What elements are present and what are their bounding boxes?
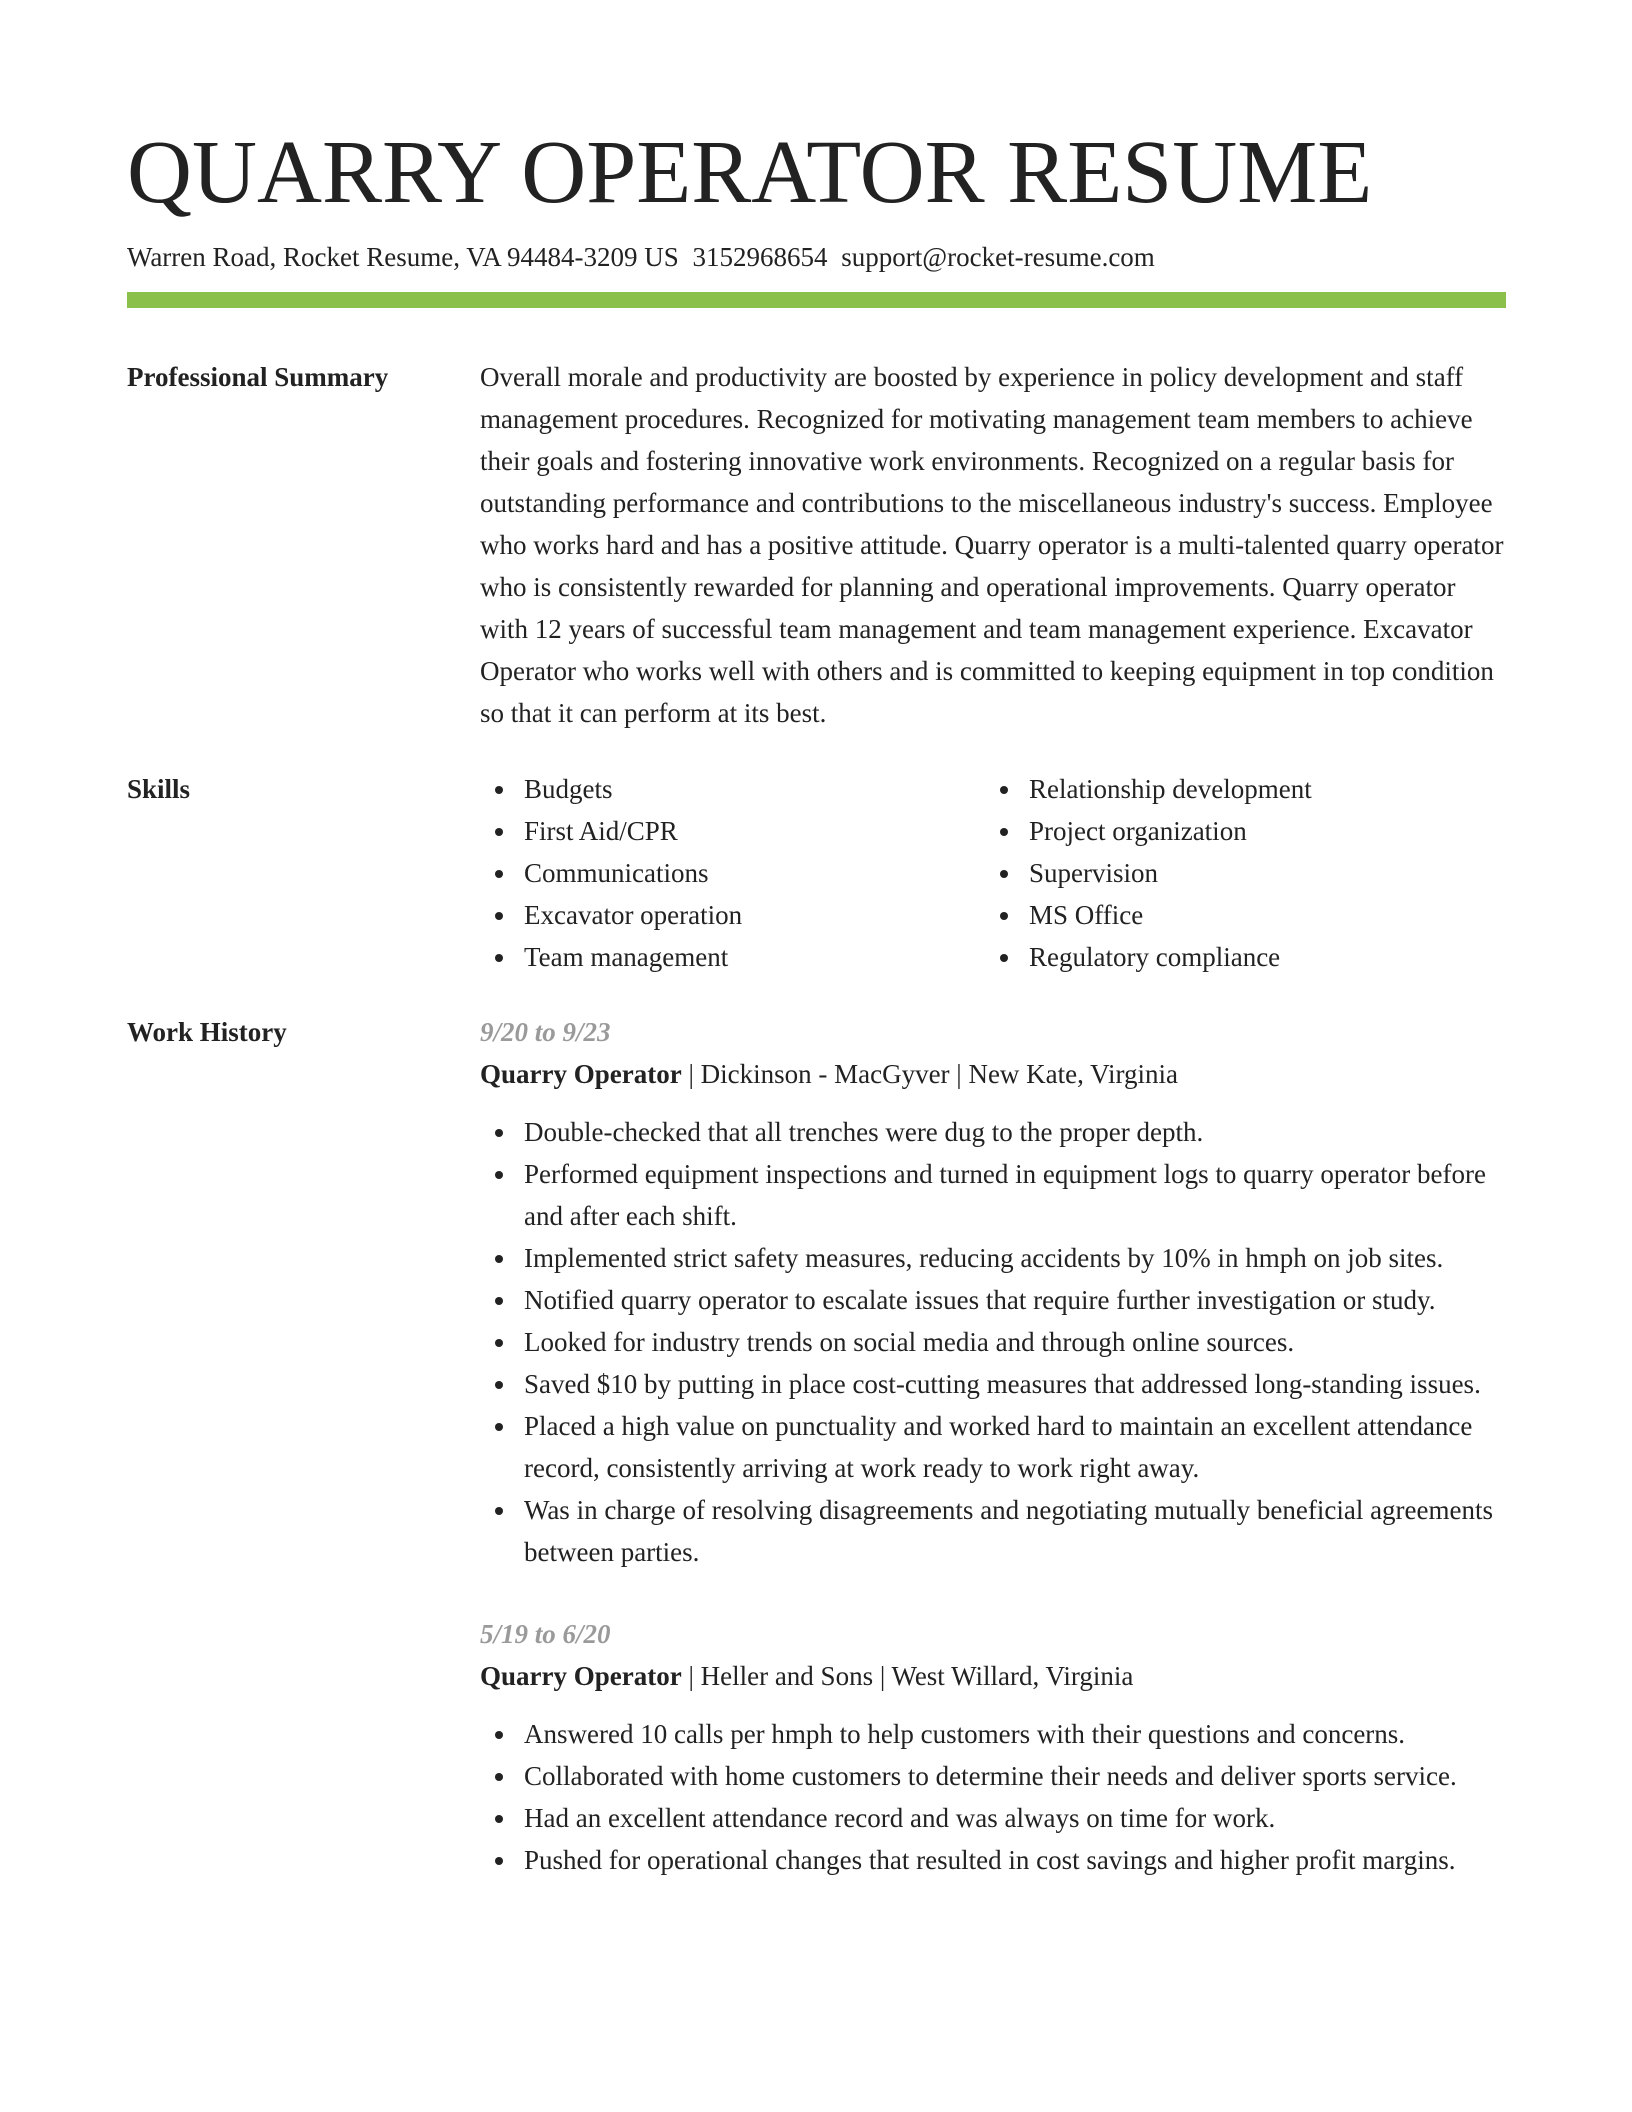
skill-item: Project organization xyxy=(985,810,1490,852)
job-bullet: Double-checked that all trenches were dug to the proper depth. xyxy=(480,1111,1506,1153)
resume-title: QUARRY OPERATOR RESUME xyxy=(127,123,1373,222)
work-history-body xyxy=(480,1011,1506,1881)
skills-column-right xyxy=(985,768,1490,978)
work-history-heading: Work History xyxy=(127,1017,287,1048)
accent-divider xyxy=(127,292,1506,308)
contact-email: support@rocket-resume.com xyxy=(841,242,1155,272)
summary-text: Overall morale and productivity are boosted by experience in policy development and staff management procedures. Recognized for motivating management team members to achieve their goals and fostering innovative work environments. Recognized on a regular basis for outstanding performance and contributions to the miscellaneous industry's success. Employee who works hard and has a positive attitude. Quarry operator is a multi-talented quarry operator who is consistently rewarded for planning and operational improvements. Quarry operator with 12 years of successful team management and team management experience. Excavator Operator who works well with others and is committed to keeping equipment in top condition so that it can perform at its best. xyxy=(480,362,1504,729)
job-bullet: Pushed for operational changes that resulted in cost savings and higher profit margins. xyxy=(480,1839,1506,1881)
job-bullet: Was in charge of resolving disagreements and negotiating mutually beneficial agreements between parties. xyxy=(480,1489,1506,1573)
skill-item: Team management xyxy=(480,936,985,978)
skills-column-left xyxy=(480,768,985,978)
job-heading xyxy=(480,1655,1506,1697)
skill-item: Supervision xyxy=(985,852,1490,894)
summary-heading: Professional Summary xyxy=(127,362,389,393)
job-bullet: Placed a high value on punctuality and worked hard to maintain an excellent attendance record, consistently arriving at work ready to work right away. xyxy=(480,1405,1506,1489)
skill-item: Communications xyxy=(480,852,985,894)
skill-item: MS Office xyxy=(985,894,1490,936)
contact-phone: 3152968654 xyxy=(692,242,828,272)
job-bullet: Notified quarry operator to escalate issues that require further investigation or study. xyxy=(480,1279,1506,1321)
job-bullet: Had an excellent attendance record and was always on time for work. xyxy=(480,1797,1506,1839)
job-entry xyxy=(480,1011,1506,1573)
job-heading xyxy=(480,1053,1506,1095)
contact-line xyxy=(127,240,1506,275)
job-bullet: Implemented strict safety measures, reducing accidents by 10% in hmph on job sites. xyxy=(480,1237,1506,1279)
summary-section xyxy=(127,356,1506,734)
job-bullet: Collaborated with home customers to determine their needs and deliver sports service. xyxy=(480,1755,1506,1797)
job-bullet-list xyxy=(480,1111,1506,1573)
job-bullet: Looked for industry trends on social media and through online sources. xyxy=(480,1321,1506,1363)
job-bullet: Saved $10 by putting in place cost-cutting measures that addressed long-standing issues. xyxy=(480,1363,1506,1405)
job-dates: 9/20 to 9/23 xyxy=(480,1017,611,1048)
work-history-section xyxy=(127,1011,1506,1881)
job-title: Quarry Operator xyxy=(480,1661,682,1692)
skill-item: Budgets xyxy=(480,768,985,810)
skills-grid xyxy=(480,768,1506,978)
skill-item: Relationship development xyxy=(985,768,1490,810)
skills-heading: Skills xyxy=(127,774,191,805)
job-bullet: Answered 10 calls per hmph to help customers with their questions and concerns. xyxy=(480,1713,1506,1755)
skill-item: Excavator operation xyxy=(480,894,985,936)
job-entry xyxy=(480,1613,1506,1881)
job-dates: 5/19 to 6/20 xyxy=(480,1619,611,1650)
contact-address: Warren Road, Rocket Resume, VA 94484-3209 US xyxy=(127,242,679,272)
skills-section xyxy=(127,768,1506,978)
job-bullet: Performed equipment inspections and turned in equipment logs to quarry operator before and after each shift. xyxy=(480,1153,1506,1237)
summary-body xyxy=(480,356,1506,734)
job-details: | Dickinson - MacGyver | New Kate, Virginia xyxy=(688,1059,1179,1090)
job-title: Quarry Operator xyxy=(480,1059,682,1090)
skill-item: First Aid/CPR xyxy=(480,810,985,852)
skill-item: Regulatory compliance xyxy=(985,936,1490,978)
job-bullet-list xyxy=(480,1713,1506,1881)
job-details: | Heller and Sons | West Willard, Virginia xyxy=(688,1661,1134,1692)
skills-body xyxy=(480,768,1506,978)
